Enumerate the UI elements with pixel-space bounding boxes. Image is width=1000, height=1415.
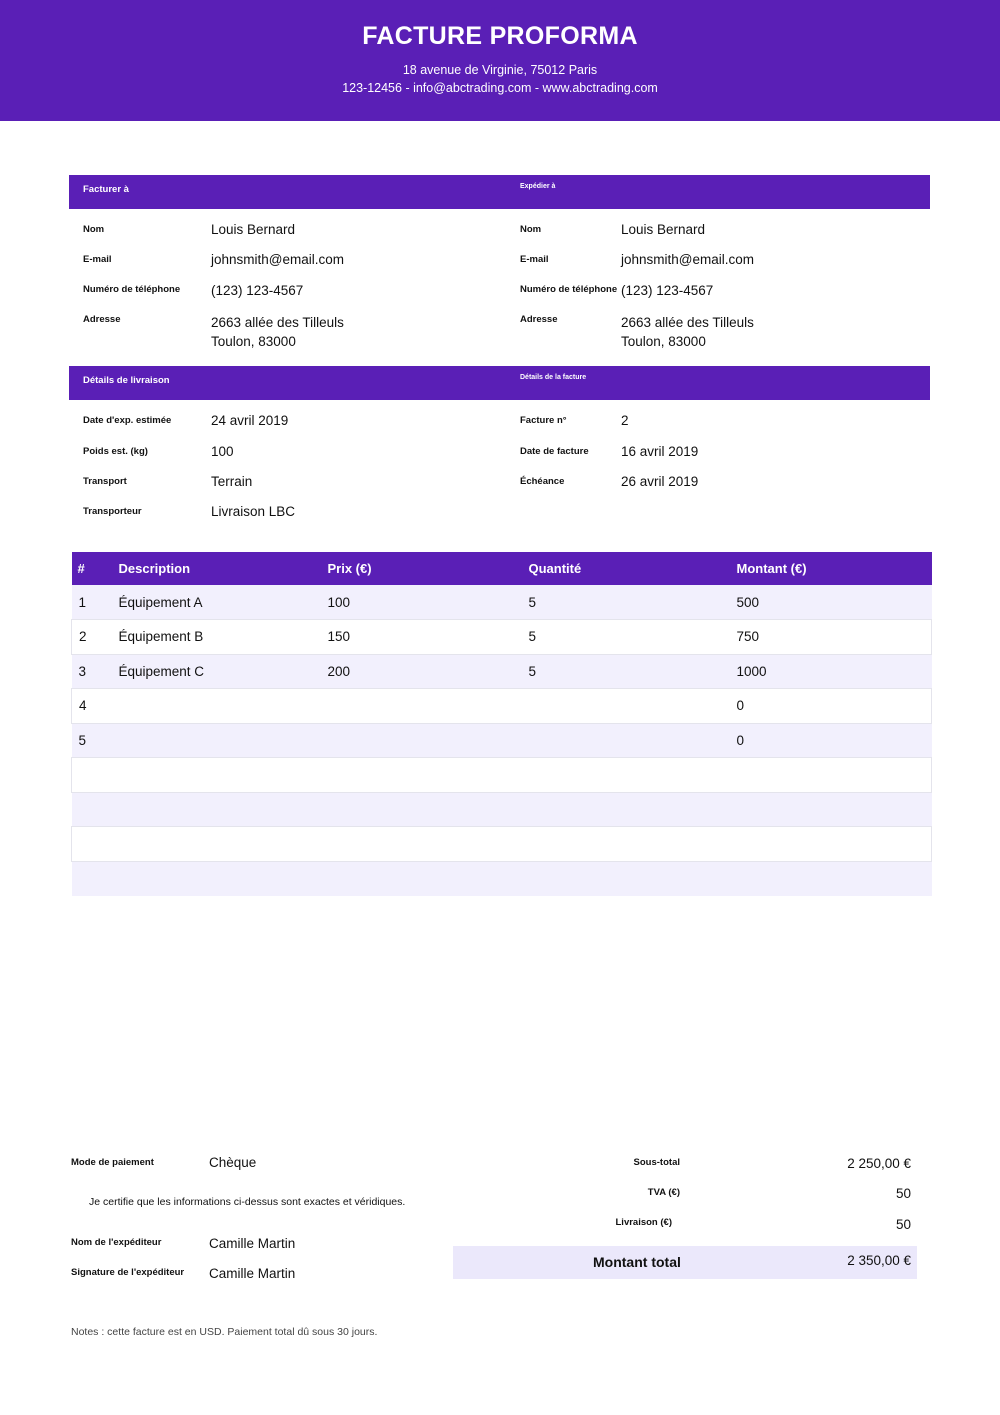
due-date: 26 avril 2019	[621, 474, 699, 489]
cell-amount: 1000	[727, 654, 932, 689]
cell-price	[317, 827, 521, 862]
cell-description	[112, 723, 317, 758]
cell-price: 100	[317, 585, 521, 620]
total-value: 2 350,00 €	[847, 1253, 911, 1268]
cell-price	[317, 861, 521, 896]
vat-value: 50	[895, 1186, 911, 1201]
cell-quantity: 5	[521, 654, 727, 689]
cell-price	[317, 792, 521, 827]
ship-to-heading: Expédier à	[520, 183, 556, 190]
ship-email: johnsmith@email.com	[621, 252, 754, 267]
cell-amount: 0	[727, 689, 932, 724]
sender-name-label: Nom de l'expéditeur	[71, 1237, 162, 1248]
invoice-date-label: Date de facture	[520, 446, 589, 457]
ship-phone: (123) 123-4567	[621, 283, 714, 298]
bill-phone-label: Numéro de téléphone	[83, 284, 181, 295]
delivery-heading: Détails de livraison	[83, 375, 170, 386]
ship-date-label: Date d'exp. estimée	[83, 415, 172, 426]
certification-text: Je certifie que les informations ci-dessus sont exactes et véridiques.	[89, 1196, 406, 1208]
col-header-amount: Montant (€)	[727, 552, 932, 585]
cell-price	[317, 758, 521, 793]
cell-quantity	[521, 792, 727, 827]
ship-address-label: Adresse	[520, 314, 558, 325]
shipping-label: Livraison (€)	[615, 1217, 672, 1228]
cell-description: Équipement A	[112, 585, 317, 620]
cell-amount: 0	[727, 723, 932, 758]
total-label: Montant total	[593, 1254, 681, 1270]
cell-price	[317, 723, 521, 758]
cell-description	[112, 758, 317, 793]
sender-name: Camille Martin	[209, 1236, 296, 1251]
cell-number: 4	[72, 689, 112, 724]
weight: 100	[211, 444, 234, 459]
cell-description	[112, 792, 317, 827]
cell-amount	[727, 758, 932, 793]
cell-number: 1	[72, 585, 112, 620]
col-header-price: Prix (€)	[317, 552, 521, 585]
cell-quantity	[521, 861, 727, 896]
cell-number: 2	[72, 620, 112, 655]
cell-quantity	[521, 758, 727, 793]
cell-description: Équipement C	[112, 654, 317, 689]
cell-description	[112, 689, 317, 724]
cell-description: Équipement B	[112, 620, 317, 655]
cell-description	[112, 861, 317, 896]
cell-price: 200	[317, 654, 521, 689]
payment-method: Chèque	[209, 1155, 257, 1170]
cell-number: 5	[72, 723, 112, 758]
payment-method-label: Mode de paiement	[71, 1157, 154, 1168]
bill-address-label: Adresse	[83, 314, 121, 325]
cell-number	[72, 758, 112, 793]
invoice-details-heading: Détails de la facture	[520, 374, 587, 381]
invoice-header	[0, 0, 1000, 121]
items-header-row	[72, 552, 932, 585]
bill-email: johnsmith@email.com	[211, 252, 344, 267]
col-header-description: Description	[112, 552, 317, 585]
transport: Terrain	[211, 474, 253, 489]
invoice-title: FACTURE PROFORMA	[362, 22, 638, 50]
cell-price: 150	[317, 620, 521, 655]
bill-to-heading: Facturer à	[83, 184, 129, 195]
subtotal-label: Sous-total	[633, 1157, 680, 1168]
cell-quantity	[521, 723, 727, 758]
cell-quantity: 5	[521, 620, 727, 655]
cell-quantity	[521, 827, 727, 862]
table-row	[72, 585, 932, 620]
ship-phone-label: Numéro de téléphone	[520, 284, 618, 295]
cell-quantity	[521, 689, 727, 724]
col-header-number: #	[72, 552, 112, 585]
table-row	[72, 792, 932, 827]
invoice-date: 16 avril 2019	[621, 444, 699, 459]
cell-amount	[727, 861, 932, 896]
table-row	[72, 620, 932, 655]
cell-number	[72, 827, 112, 862]
ship-address-line1: 2663 allée des Tilleuls	[621, 315, 754, 330]
weight-label: Poids est. (kg)	[83, 446, 148, 457]
shipping-value: 50	[895, 1217, 911, 1232]
cell-amount	[727, 792, 932, 827]
cell-number: 3	[72, 654, 112, 689]
cell-number	[72, 861, 112, 896]
col-header-quantity: Quantité	[521, 552, 727, 585]
invoice-number-label: Facture n°	[520, 415, 567, 426]
invoice-notes: Notes : cette facture est en USD. Paiement total dû sous 30 jours.	[71, 1326, 378, 1338]
cell-amount: 750	[727, 620, 932, 655]
cell-quantity: 5	[521, 585, 727, 620]
ship-name: Louis Bernard	[621, 222, 706, 237]
cell-amount	[727, 827, 932, 862]
cell-price	[317, 689, 521, 724]
cell-amount: 500	[727, 585, 932, 620]
delivery-invoice-bar	[69, 366, 930, 400]
ship-date: 24 avril 2019	[211, 413, 289, 428]
bill-name: Louis Bernard	[211, 222, 296, 237]
ship-name-label: Nom	[520, 224, 542, 235]
cell-description	[112, 827, 317, 862]
table-row	[72, 723, 932, 758]
company-contact: 123-12456 - info@abctrading.com - www.abctrading.com	[342, 81, 658, 95]
invoice-number: 2	[621, 413, 629, 428]
bill-email-label: E-mail	[83, 254, 112, 265]
bill-name-label: Nom	[83, 224, 105, 235]
carrier: Livraison LBC	[211, 504, 296, 519]
table-row	[72, 861, 932, 896]
bill-address-line1: 2663 allée des Tilleuls	[211, 315, 344, 330]
company-address: 18 avenue de Virginie, 75012 Paris	[402, 63, 598, 77]
due-date-label: Échéance	[520, 476, 565, 487]
ship-address-line2: Toulon, 83000	[621, 334, 706, 349]
sender-signature: Camille Martin	[209, 1266, 296, 1281]
items-table	[71, 552, 932, 896]
bill-address-line2: Toulon, 83000	[211, 334, 296, 349]
table-row	[72, 758, 932, 793]
table-row	[72, 689, 932, 724]
sender-signature-label: Signature de l'expéditeur	[71, 1267, 185, 1278]
cell-number	[72, 792, 112, 827]
table-row	[72, 654, 932, 689]
carrier-label: Transporteur	[83, 506, 142, 517]
ship-email-label: E-mail	[520, 254, 549, 265]
billing-shipping-bar	[69, 175, 930, 209]
vat-label: TVA (€)	[647, 1187, 680, 1198]
transport-label: Transport	[83, 476, 127, 487]
table-row	[72, 827, 932, 862]
subtotal-value: 2 250,00 €	[847, 1156, 911, 1171]
bill-phone: (123) 123-4567	[211, 283, 304, 298]
